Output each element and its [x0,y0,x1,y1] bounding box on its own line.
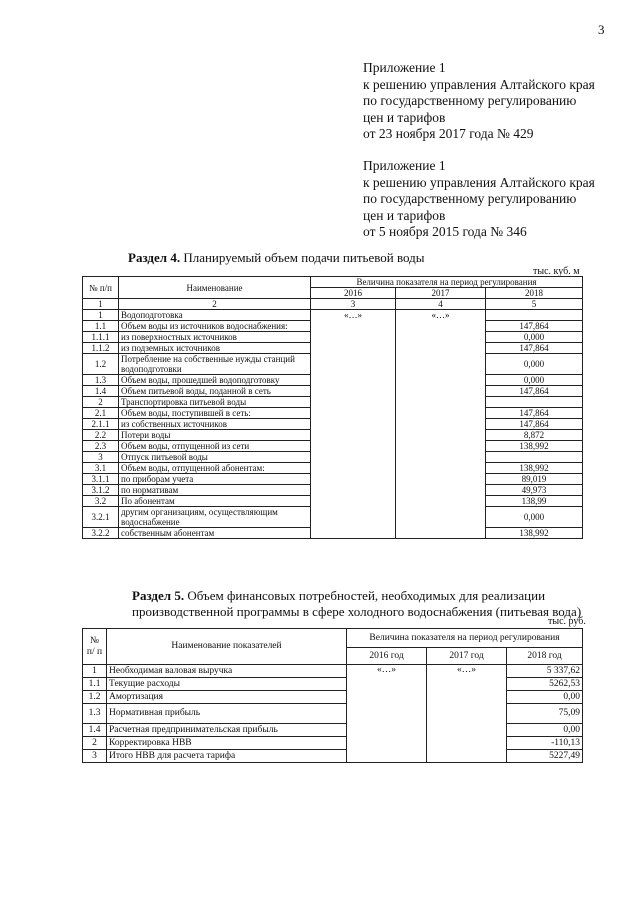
row-num: 1.3 [83,704,107,724]
appendix-line: к решению управления Алтайского края [363,174,595,190]
header-name: Наименование [119,277,311,299]
section5-rows [83,665,583,763]
value-2018: 147,864 [486,386,583,397]
row-name: Нормативная прибыль [107,704,347,724]
row-num: 1.1 [83,321,119,332]
header-period: Величина показателя на период регулирования [311,277,583,288]
value-2018: 5262,53 [507,678,583,691]
value-2018: 138,99 [486,496,583,507]
appendix-line: цен и тарифов [363,109,446,125]
header-name: Наименование показателей [107,629,347,665]
row-num: 1.4 [83,724,107,737]
table-row [83,724,583,737]
section4-unit: тыс. куб. м [533,266,580,277]
value-2018: 0,000 [486,332,583,343]
value-2016: «…» [311,310,396,539]
col-number: 3 [311,299,396,310]
row-num: 2.3 [83,441,119,452]
row-num: 1.1 [83,678,107,691]
header-num: № п/п [83,277,119,299]
col-number: 4 [396,299,486,310]
appendix-line: от 23 ноября 2017 года № 429 [363,126,534,141]
value-2018: 147,864 [486,419,583,430]
row-name: Объем воды, отпущенной из сети [119,441,311,452]
row-name: собственным абонентам [119,528,311,539]
value-2018: 75,09 [507,704,583,724]
appendix-line: от 5 ноября 2015 года № 346 [363,224,527,239]
row-num: 1 [83,665,107,678]
header-year: 2017 год [427,648,507,665]
row-num: 2 [83,397,119,408]
section5-title-text: Объем финансовых потребностей, необходимых для реализации производственной программы в сфере холодного водоснабжения (питьевая вода) [132,588,582,619]
value-2017: «…» [396,310,486,539]
header-period: Величина показателя на период регулирования [347,629,583,648]
row-name: Водоподготовка [119,310,311,321]
header-year: 2016 год [347,648,427,665]
page-number: 3 [598,22,605,37]
value-2018: 8,872 [486,430,583,441]
value-2018: 0,000 [486,375,583,386]
row-name: Расчетная предпринимательская прибыль [107,724,347,737]
row-name: Потребление на собственные нужды станций водоподготовки [119,354,311,375]
section5-unit: тыс. руб. [548,616,586,627]
section4-title-text: Планируемый объем подачи питьевой воды [180,250,425,265]
row-num: 1.1.2 [83,343,119,354]
value-2017: «…» [427,665,507,763]
row-name: Объем воды, поступившей в сеть: [119,408,311,419]
row-name: из подземных источников [119,343,311,354]
row-num: 3.2 [83,496,119,507]
row-num: 2 [83,737,107,750]
row-name: по нормативам [119,485,311,496]
row-num: 3.2.2 [83,528,119,539]
row-name: Объем воды из источников водоснабжения: [119,321,311,332]
row-num: 1 [83,310,119,321]
row-num: 2.1 [83,408,119,419]
row-num: 3 [83,750,107,763]
appendix-line: по государственному регулированию [363,191,577,206]
row-num: 3 [83,452,119,463]
value-2018 [486,310,583,321]
section5-table [82,628,583,763]
row-name: Амортизация [107,691,347,704]
value-2018: 0,00 [507,724,583,737]
row-name: из поверхностных источников [119,332,311,343]
value-2018: 147,864 [486,321,583,332]
row-name: Отпуск питьевой воды [119,452,311,463]
header-num: № п/ п [83,629,107,665]
row-num: 1.3 [83,375,119,386]
value-2018: -110,13 [507,737,583,750]
row-num: 1.1.1 [83,332,119,343]
value-2018: 5 337,62 [507,665,583,678]
header-year: 2018 год [507,648,583,665]
value-2018: 138,992 [486,528,583,539]
table-row [83,750,583,763]
row-name: другим организациям, осуществляющим водоснабжение [119,507,311,528]
appendix-line: цен и тарифов [363,207,446,223]
row-num: 1.4 [83,386,119,397]
value-2018: 147,864 [486,408,583,419]
value-2018: 0,00 [507,691,583,704]
value-2016: «…» [347,665,427,763]
row-name: Транспортировка питьевой воды [119,397,311,408]
value-2018: 49,973 [486,485,583,496]
value-2018: 0,000 [486,507,583,528]
row-name: Корректировка НВВ [107,737,347,750]
row-name: Объем питьевой воды, поданной в сеть [119,386,311,397]
row-name: Объем воды, прошедшей водоподготовку [119,375,311,386]
value-2018 [486,452,583,463]
row-name: по приборам учета [119,474,311,485]
col-number: 5 [486,299,583,310]
section4-rows [83,310,583,539]
appendix-block-original [363,158,595,241]
header-year: 2016 [311,288,396,299]
appendix-line: по государственному регулированию [363,93,577,108]
row-name: Объем воды, отпущенной абонентам: [119,463,311,474]
section5-title [132,588,602,620]
col-number: 2 [119,299,311,310]
table-row [83,704,583,724]
row-num: 3.1.2 [83,485,119,496]
row-num: 1.2 [83,354,119,375]
table-row [83,691,583,704]
section4-title [128,250,425,266]
row-name: Необходимая валовая выручка [107,665,347,678]
col-number: 1 [83,299,119,310]
row-name: Текущие расходы [107,678,347,691]
value-2018: 147,864 [486,343,583,354]
section4-title-bold: Раздел 4. [128,250,181,265]
table-row [83,737,583,750]
row-name: из собственных источников [119,419,311,430]
row-num: 3.2.1 [83,507,119,528]
appendix-block-current [363,60,595,143]
value-2018: 138,992 [486,441,583,452]
value-2018: 5227,49 [507,750,583,763]
row-name: Потери воды [119,430,311,441]
appendix-line: Приложение 1 [363,158,446,173]
row-num: 2.1.1 [83,419,119,430]
row-num: 3.1.1 [83,474,119,485]
value-2018: 89,019 [486,474,583,485]
row-num: 2.2 [83,430,119,441]
table-row [83,678,583,691]
section5-title-bold: Раздел 5. [132,588,185,603]
table-row [83,665,583,678]
row-num: 1.2 [83,691,107,704]
value-2018: 138,992 [486,463,583,474]
row-name: По абонентам [119,496,311,507]
value-2018: 0,000 [486,354,583,375]
row-num: 3.1 [83,463,119,474]
header-year: 2017 [396,288,486,299]
table-row [83,310,583,321]
appendix-line: к решению управления Алтайского края [363,76,595,92]
appendix-line: Приложение 1 [363,60,446,75]
header-year: 2018 [486,288,583,299]
section4-table [82,276,583,539]
row-name: Итого НВВ для расчета тарифа [107,750,347,763]
value-2018 [486,397,583,408]
